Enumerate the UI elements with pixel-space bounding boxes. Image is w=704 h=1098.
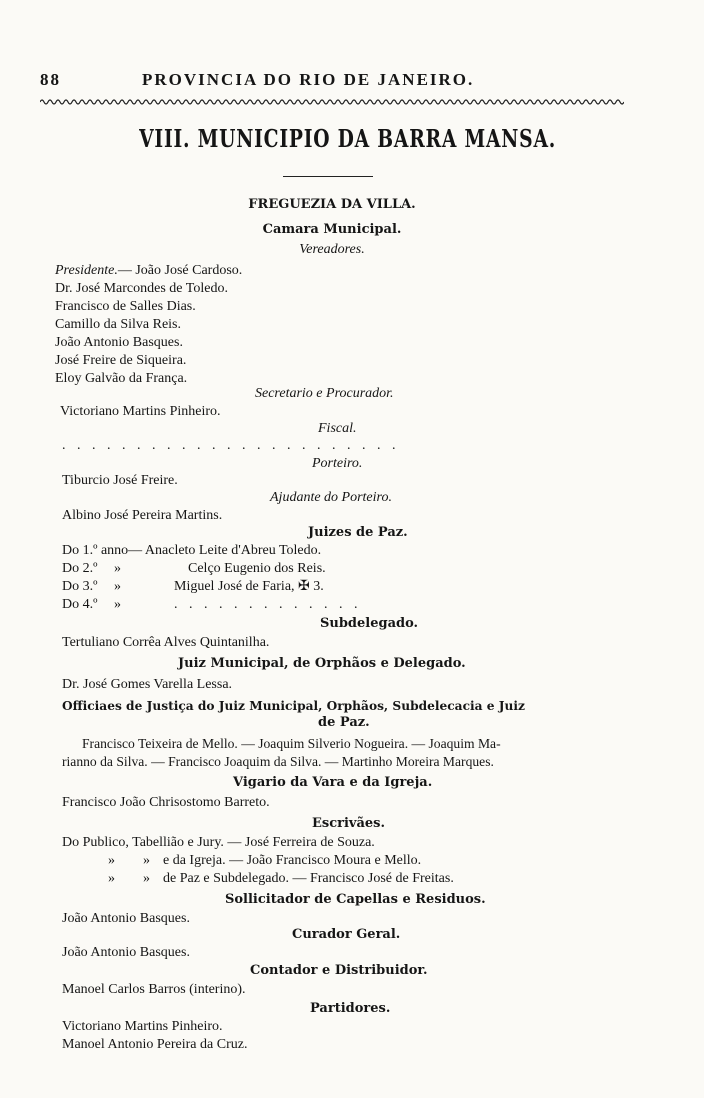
curador-name: João Antonio Basques. (62, 945, 190, 960)
presidente-line (55, 262, 242, 280)
officiaes-heading-line1: Officiaes de Justiça do Juiz Municipal, Orphãos, Subdelecacia e Juiz (62, 699, 525, 713)
juiz-paz-row (62, 596, 362, 614)
sollicitador-heading: Sollicitador de Capellas e Residuos. (225, 892, 486, 907)
ditto-mark: » (143, 871, 150, 886)
vigario-name: Francisco João Chrisostomo Barreto. (62, 795, 270, 810)
sollicitador-name: João Antonio Basques. (62, 911, 190, 926)
subdelegado-name: Tertuliano Corrêa Alves Quintanilha. (62, 635, 270, 650)
fiscal-vacant-dots: . . . . . . . . . . . . . . . . . . . . . . . (62, 438, 400, 453)
presidente-label: Presidente. (55, 263, 118, 278)
divider-rule (283, 176, 373, 177)
officiaes-heading-line2: de Paz. (318, 715, 370, 730)
escrivao-row (108, 870, 454, 888)
camara-heading: Camara Municipal. (262, 222, 402, 237)
porteiro-name: Tiburcio José Freire. (62, 473, 178, 488)
officiaes-names-line1: Francisco Teixeira de Mello. — Joaquim Silverio Nogueira. — Joaquim Ma- (82, 736, 501, 751)
juiz-paz-name: Miguel José de Faria, ✠ 3. (174, 579, 324, 594)
juiz-paz-order: Do 1.º anno (62, 543, 129, 558)
list-item: Dr. José Marcondes de Toledo. (55, 281, 228, 296)
list-item: Victoriano Martins Pinheiro. (62, 1019, 223, 1034)
juiz-paz-name: — Anacleto Leite d'Abreu Toledo. (128, 543, 322, 558)
list-item: José Freire de Siqueira. (55, 353, 187, 368)
freguezia-heading: FREGUEZIA DA VILLA. (248, 197, 416, 212)
juizes-heading: Juizes de Paz. (308, 525, 408, 540)
officiaes-names-line2: rianno da Silva. — Francisco Joaquim da Silva. — Martinho Moreira Marques. (62, 754, 494, 769)
subdelegado-heading: Subdelegado. (320, 616, 419, 631)
ditto-mark: » (114, 561, 121, 576)
juiz-municipal-name: Dr. José Gomes Varella Lessa. (62, 677, 233, 692)
list-item: Francisco de Salles Dias. (55, 299, 196, 314)
secretario-name: Victoriano Martins Pinheiro. (60, 404, 221, 419)
ditto-mark: » (108, 853, 115, 868)
juiz-paz-row (62, 542, 321, 560)
juiz-paz-row (62, 560, 326, 578)
contador-name: Manoel Carlos Barros (interino). (62, 982, 246, 997)
escrivao-row: Do Publico, Tabellião e Jury. — José Ferreira de Souza. (62, 835, 375, 850)
juiz-paz-order: Do 2.º (62, 561, 98, 576)
list-item: Eloy Galvão da França. (55, 371, 188, 386)
escrivao-text: de Paz e Subdelegado. — Francisco José de Freitas. (163, 871, 454, 886)
contador-heading: Contador e Distribuidor. (250, 963, 428, 978)
municipio-heading: VIII. MUNICIPIO DA BARRA MANSA. (139, 124, 557, 153)
curador-heading: Curador Geral. (292, 927, 401, 942)
juiz-paz-vacant-dots: . . . . . . . . . . . . . (174, 597, 362, 612)
partidores-heading: Partidores. (310, 1001, 391, 1016)
ditto-mark: » (114, 597, 121, 612)
list-item: João Antonio Basques. (55, 335, 183, 350)
vigario-heading: Vigario da Vara e da Igreja. (233, 775, 433, 790)
juiz-paz-row (62, 578, 324, 596)
list-item: Camillo da Silva Reis. (55, 317, 181, 332)
ditto-mark: » (114, 579, 121, 594)
juiz-paz-order: Do 4.º (62, 597, 98, 612)
list-item: Manoel Antonio Pereira da Cruz. (62, 1037, 248, 1052)
running-title: PROVINCIA DO RIO DE JANEIRO. (142, 70, 475, 89)
juiz-paz-name: Celço Eugenio dos Reis. (188, 561, 326, 576)
presidente-name: — João José Cardoso. (117, 263, 243, 278)
running-header (40, 70, 644, 94)
vereadores-heading: Vereadores. (299, 242, 365, 257)
secretario-heading: Secretario e Procurador. (255, 386, 394, 401)
ditto-mark: » (143, 853, 150, 868)
wavy-rule (40, 98, 624, 106)
porteiro-heading: Porteiro. (312, 456, 363, 471)
escrivao-text: e da Igreja. — João Francisco Moura e Mello. (163, 853, 422, 868)
fiscal-heading: Fiscal. (318, 421, 357, 436)
ajudante-name: Albino José Pereira Martins. (62, 508, 223, 523)
escrivao-row (108, 852, 422, 870)
juiz-paz-order: Do 3.º (62, 579, 98, 594)
ditto-mark: » (108, 871, 115, 886)
escrivaes-heading: Escrivães. (312, 816, 386, 831)
ajudante-heading: Ajudante do Porteiro. (270, 490, 392, 505)
juiz-municipal-heading: Juiz Municipal, de Orphãos e Delegado. (178, 656, 466, 671)
page-number: 88 (40, 70, 61, 89)
